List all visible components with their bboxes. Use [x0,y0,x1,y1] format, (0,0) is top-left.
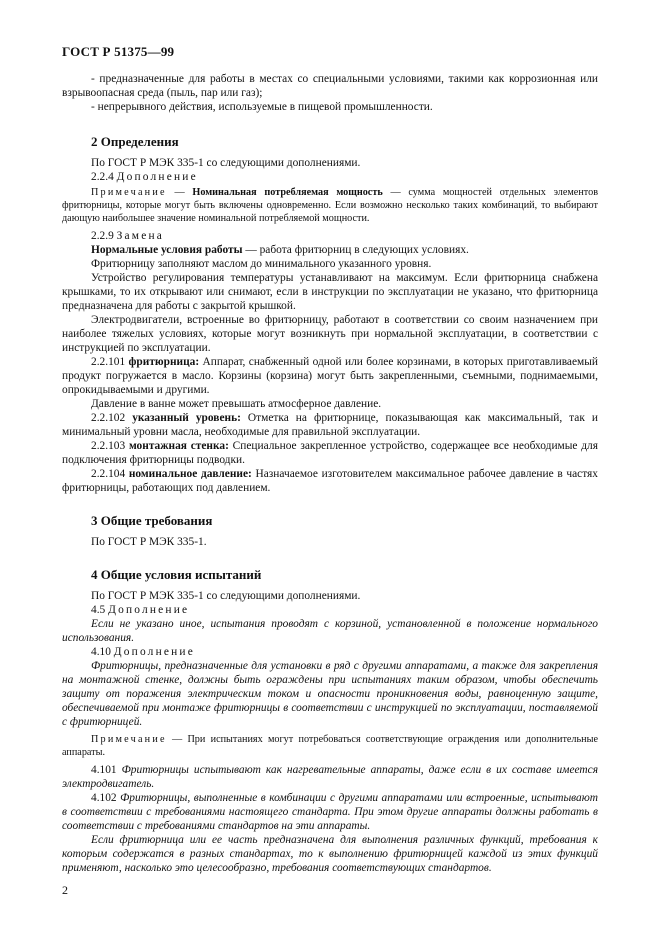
definition-2-2-104 [62,467,598,495]
paragraph-pressure: Давление в ванне может превышать атмосферное давление. [91,398,382,410]
definition-text: Отметка на фритюрнице, показывающая как максимальный, так и минимальный уровни масла, необходимые для правильной эксплуатации. [62,412,598,438]
clause-number: 2.2.102 [91,412,133,424]
clause-4-101 [62,763,598,791]
clause-label: Дополнение [116,171,198,183]
clause-number: 4.102 [91,792,121,804]
definition-text: — работа фритюрниц в следующих условиях. [242,244,469,256]
clause-number: 4.5 [91,604,109,616]
clause-number: 2.2.9 [91,230,117,242]
paragraph-temperature: Устройство регулирования температуры устанавливают на максимум. Если фритюрница снабжена крышками, то их открывают или снимают, если в инструкции по эксплуатации не указано, что фритюрница предназначена для работы с закрытой крышкой. [62,272,598,312]
note-1 [62,186,598,225]
note-text: — При испытаниях могут потребоваться соответствующие ограждения или дополнительные аппараты. [62,734,598,758]
term: Нормальные условия работы [91,244,243,256]
clause-text: Фритюрницы испытывают как нагревательные аппараты, даже если в их составе имеется электродвигатель. [62,764,598,790]
intro-bullet-2: - непрерывного действия, используемые в пищевой промышленности. [91,101,433,113]
clause-label: Замена [116,230,165,242]
clause-number: 2.2.103 [91,440,129,452]
term: номинальное давление: [128,468,252,480]
section-4-title: 4 Общие условия испытаний [91,567,262,582]
section-2-intro: По ГОСТ Р МЭК 335-1 со следующими дополнениями. [91,157,361,169]
clause-number: 2.2.104 [91,468,129,480]
paragraph-motors: Электродвигатели, встроенные во фритюрницу, работают в соответствии со своим назначением при наиболее тяжелых условиях, которые могут возникнуть при нормальной эксплуатации, в соответствии с инструкцией по эксплуатации. [62,314,598,354]
document-header: ГОСТ Р 51375—99 [62,44,175,59]
definition-2-2-101 [62,355,598,397]
clause-2-2-4 [62,170,598,184]
paragraph-multifunction: Если фритюрница или ее часть предназначена для выполнения различных функций, требования к которым содержатся в разных стандартах, то к выполнению фритюрницей каждой из этих функций применяют, насколько это целесообразно, требования соответствующих стандартов. [62,834,598,874]
section-3-title: 3 Общие требования [91,513,213,528]
clause-number: 2.2.101 [91,356,129,368]
intro-bullet-1: - предназначенные для работы в местах со специальными условиями, такими как коррозионная или взрывоопасная среда (пыль, пар или газ); [62,73,598,99]
definition-2-2-102 [62,411,598,439]
note-term: Номинальная потребляемая мощность [192,187,383,198]
page-number: 2 [62,883,68,897]
term: монтажная стенка: [128,440,229,452]
normal-conditions [62,243,598,257]
clause-4-5 [62,603,598,617]
clause-4-5-text: Если не указано иное, испытания проводят с корзиной, установленной в положение нормального использования. [62,618,598,644]
note-2 [62,733,598,759]
clause-number: 4.10 [91,646,114,658]
definition-text: Назначаемое изготовителем максимальное рабочее давление в частях фритюрницы, работающих под давлением. [62,468,598,494]
section-3-text: По ГОСТ Р МЭК 335-1. [91,536,207,548]
definition-text: Аппарат, снабженный одной или более корзинами, в которых приготавливаемый продукт погружается в масло. Корзины (корзина) могут быть закрепленными, съемными, поднимаемыми, опрокидываемыми и другими. [62,356,598,396]
section-2-title: 2 Определения [91,134,179,149]
clause-4-10-text: Фритюрницы, предназначенные для установки в ряд с другими аппаратами, а также для закрепления на монтажной стенке, должны быть ограждены при испытаниях таким образом, чтобы обеспечить защиту от поражения электрическим током и опасности проникновения воды, равноценную защите, обеспечиваемой при монтаже фритюрницы в соответствии с инструкцией по эксплуатации, поставляемой с фритюрницей. [62,660,598,728]
clause-4-10 [62,645,598,659]
clause-text: Фритюрницы, выполненные в комбинации с другими аппаратами или встроенные, испытывают в соответствии с требованиями настоящего стандарта. При этом другие аппараты должны работать в соответствии с требованиями стандартов на эти аппараты. [62,792,598,832]
definition-text: Специальное закрепленное устройство, содержащее все необходимые для подключения фритюрницы подводки. [62,440,598,466]
term: фритюрница: [128,356,200,368]
clause-label: Дополнение [108,604,190,616]
document-body [62,72,598,875]
term: указанный уровень: [132,412,241,424]
section-4-intro: По ГОСТ Р МЭК 335-1 со следующими дополнениями. [91,590,361,602]
clause-4-102 [62,791,598,833]
definition-2-2-103 [62,439,598,467]
paragraph-fill: Фритюрницу заполняют маслом до минимального указанного уровня. [91,258,432,270]
note-label: Примечание [91,734,167,745]
clause-number: 2.2.4 [91,171,117,183]
note-dash: — [166,187,193,198]
note-text: — сумма мощностей отдельных элементов фритюрницы, которые могут быть включены одновременно. Если возможно несколько таких комбинаций, то выбирают дающую наибольшее значение номинальной потребляемой мощности. [62,187,598,224]
clause-number: 4.101 [91,764,122,776]
note-label: Примечание [91,187,167,198]
clause-label: Дополнение [113,646,195,658]
clause-2-2-9 [62,229,598,243]
